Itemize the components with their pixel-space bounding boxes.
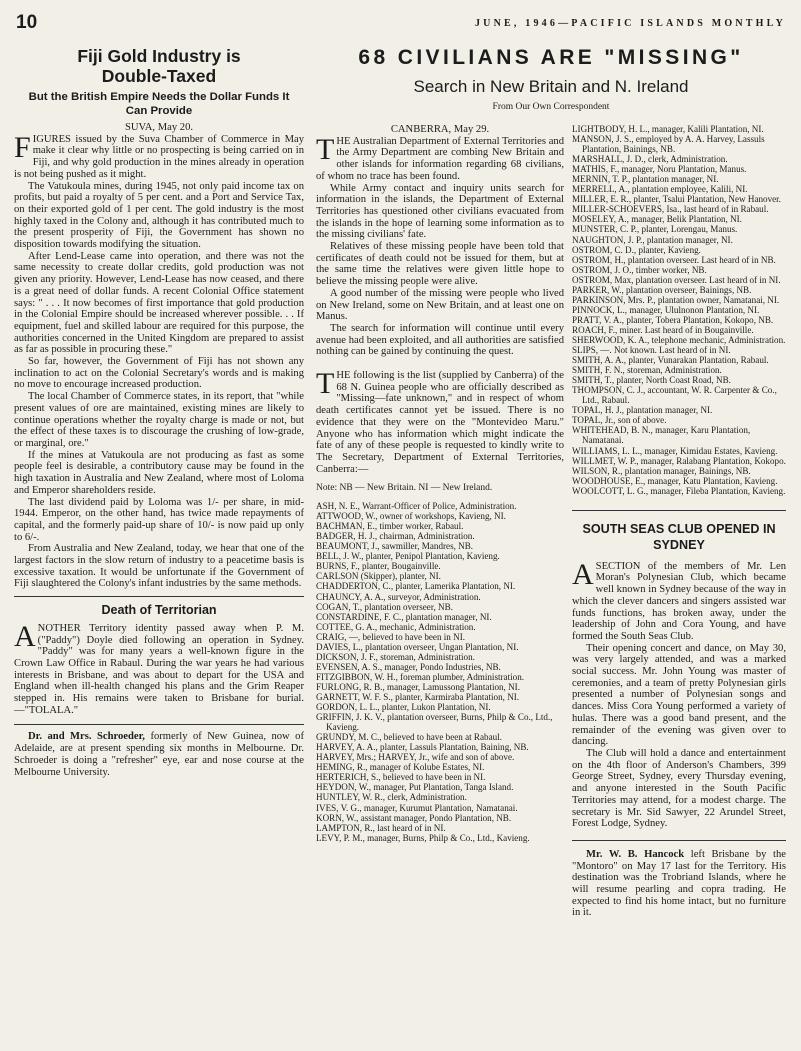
missing-paragraph: Relatives of these missing people have been told that certificates of death could not be issued for them, but at the same time the relatives were given little hope to believe the missing people were alive. [316,241,564,288]
drop-cap: A [14,619,36,653]
missing-person-entry: CRAIG, —, believed to have been in NI. [316,631,465,642]
fiji-paragraph: From Australia and New Zealand, today, we hear that one of the largest factors in the slow return of industry to a peacetime basis is excessive taxation. It would be unfortunate if the Government of Fiji slaughtered the Colony's infant industries by the same methods. [14,543,304,590]
fiji-paragraph: The Vatukoula mines, during 1945, not only paid income tax on profits, but paid a royalty of 5 per cent. and a Port and Service Tax, on their exported gold of 1 per cent. The gold industry is the most highly taxed in the Colony and, although it has contributed much to the present prosperity of Fiji, the Government has shown no disposition towards modifying the situation. [14,180,304,251]
hancock-text: left Brisbane by the "Montoro" on May 17 last for the Territory. His destination was the Trobriand Islands, where he will resume pearling and copra trading. He expected to find his home intact, but no furniture in it. [572,848,786,919]
club-paragraph-1 [572,557,786,643]
missing-person-entry: CHADDERTON, C., planter, Lamerika Plantation, NI. [316,581,516,592]
death-paragraph [14,619,304,717]
missing-person-entry: PARKINSON, Mrs. P., plantation owner, Namatanai, NI. [572,294,780,305]
hancock-paragraph [572,849,786,919]
missing-person-entry: LAMPTON, R., last heard of in NI. [316,822,446,833]
missing-person-entry: HARVEY, Mrs.; HARVEY, Jr., wife and son of above. [316,752,515,763]
missing-headline [316,46,786,112]
missing-person-entry: MILLER, E. R., planter, Tsalui Plantation, New Hanover. [572,194,781,205]
missing-person-entry: DAVIES, L., plantation overseer, Ungan Plantation, NI. [316,641,519,652]
drop-cap: F [14,130,31,164]
running-head: JUNE, 1946—PACIFIC ISLANDS MONTHLY [474,18,786,29]
missing-person-entry: WOODHOUSE, E., manager, Katu Plantation, Kavieng. [572,475,778,486]
missing-person-entry: OSTROM, C. D., planter, Kavieng. [572,244,701,255]
fiji-title-line-1: Fiji Gold Industry is [77,46,241,66]
fiji-paragraph: The local Chamber of Commerce states, in its report, that "while present values of ore are maintained, existing mines are likely to continue operations whether the royalty charge is made or not, but the effect of these taxes is to discourage the crushing of low-grade, or marginal, ore." [14,391,304,449]
missing-person-entry: FITZGIBBON, W. H., foreman plumber, Administration. [316,671,525,682]
missing-person-entry: TOPAL, Jr., son of above. [572,415,667,426]
missing-person-entry: HUNTLEY, W. R., clerk, Administration. [316,792,467,803]
missing-person-entry: CONSTARDINE, F. C., plantation manager, NI. [316,611,492,622]
missing-person-entry: HERTERICH, S., believed to have been in NI. [316,772,486,783]
drop-cap: T [316,367,335,401]
missing-list-intro-text: HE following is the list (supplied by Canberra) of the 68 N. Guinea people who are officially described as "Missing—fate unknown," and in respect of whom death certificates cannot yet be issued. There is no evidence that they were on the "Montevideo Maru." Anyone who has information which might indicate the fate of any of these people is requested to kindly write to The Secretary, Department of External Territories, Canberra:— [316,370,564,475]
missing-person-entry: IVES, V. G., manager, Kurumut Plantation, Namatanai. [316,802,518,813]
missing-person-entry: MILLER-SCHOEVERS, Isa., last heard of in Rabaul. [572,204,769,215]
missing-person-entry: MATHIS, F., manager, Noru Plantation, Manus. [572,164,747,175]
drop-cap: A [572,557,594,591]
fiji-title [14,46,304,86]
missing-person-entry: OSTROM, J. O., timber worker, NB. [572,264,707,275]
missing-paragraph: While Army contact and inquiry units search for information in the islands, the Department of External Territories has questioned other civilians evacuated from the islands in the hope of learning some information as to the missing civilians' fate. [316,182,564,241]
fiji-paragraph: If the mines at Vatukoula are not producing as fast as some people feel is desirable, a contributory cause may be found in the high taxation in Australia and New Zealand, where most of Loloma and Emperor shareholders reside. [14,449,304,496]
fiji-subtitle: But the British Empire Needs the Dollar Funds It Can Provide [28,91,290,117]
page-number: 10 [16,12,38,33]
missing-person-entry: SMITH, F. N., storeman, Administration. [572,365,722,376]
schroeder-lead: Dr. and Mrs. Schroeder, [28,731,145,743]
missing-person-entry: ATTWOOD, W., owner of workshops, Kavieng, NI. [316,511,506,522]
missing-person-entry: MOSELEY, A., manager, Belik Plantation, NI. [572,214,742,225]
divider [572,510,786,511]
missing-person-entry: ASH, N. E., Warrant-Officer of Police, Administration. [316,501,517,512]
club-paragraph-1-text: SECTION of the members of Mr. Len Moran's Polynesian Club, which became well known in Sydney because of the way in which the clever dancers and singers assisted war funds functions, has broken away, under the leadership of John and Cora Young, and have formed the South Seas Club. [572,560,786,642]
fiji-paragraph: So far, however, the Government of Fiji has not shown any inclination to act on the Colonial Secretary's words and is making no move to encourage increased production. [14,356,304,391]
missing-person-entry: WHITEHEAD, B. N., manager, Karu Plantation, Namatanai. [572,425,751,446]
missing-person-entry: WILSON, R., plantation manager, Bainings, NB. [572,465,751,476]
missing-person-entry: CHAUNCY, A. A., surveyor, Administration. [316,591,481,602]
schroeder-paragraph [14,731,304,778]
missing-person-entry: GARNETT, W. F. S., planter, Karmiraba Plantation, NI. [316,691,520,702]
page-header [16,12,786,38]
missing-person-entry: GORDON, L. L., planter, Lukon Plantation, NI. [316,702,491,713]
column-fiji [14,46,304,1046]
missing-person-entry: CARLSON (Skipper), planter, NI. [316,571,441,582]
missing-person-entry: TOPAL, H. J., plantation manager, NI. [572,405,713,416]
missing-person-entry: FURLONG, R. B., manager, Lamussong Plantation, NI. [316,681,520,692]
missing-person-entry: BADGER, H. J., chairman, Administration. [316,531,475,542]
missing-person-entry: OSTROM, H., plantation overseer. Last heard of in NB. [572,254,776,265]
missing-person-entry: PINNOCK, L., manager, Ululnonon Plantation, NI. [572,304,760,315]
column-right [572,124,786,1046]
divider [572,840,786,841]
missing-person-entry: MERRELL, A., plantation employee, Kalili, NI. [572,184,748,195]
schroeder-text: formerly of New Guinea, now of Adelaide, are at present spending six months in Melbourne. Dr. Schroeder is doing a "refresher" eye, ear and nose course at the Melbourne University. [14,731,304,778]
missing-person-entry: PARKER, W., plantation overseer, Bainings, NB. [572,284,752,295]
missing-person-entry: MUNSTER, C. P., planter, Lorengau, Manus. [572,224,738,235]
missing-paragraph-1-text: HE Australian Department of External Territories and the Army Department are combing New Britain and other islands for information regarding 68 civilians, of whom no trace has been found. [316,135,564,182]
missing-person-entry: WILLMET, W. P., manager, Ralabang Plantation, Kokopo. [572,455,786,466]
missing-list-l-to-w [572,124,786,496]
missing-note: Note: NB — New Britain. NI — New Ireland. [316,483,493,494]
missing-person-entry: HARVEY, A. A., planter, Lassuls Plantation, Baining, NB. [316,742,529,753]
missing-person-entry: WOOLCOTT, L. G., manager, Fileba Plantation, Kavieng. [572,485,786,496]
missing-person-entry: SMITH, T., planter, North Coast Road, NB. [572,375,731,386]
fiji-paragraph-1-text: IGURES issued by the Suva Chamber of Commerce in May make it clear why little or no prospecting is being carried on in Fiji, and why gold production in the mines already in operation is not being pushed as it might. [14,133,304,180]
missing-person-entry: EVENSEN, A. S., manager, Pondo Industries, NB. [316,661,501,672]
missing-person-entry: SMITH, A. A., planter, Vunarakan Plantation, Rabaul. [572,355,769,366]
missing-person-entry: OSTROM, Max, plantation overseer. Last heard of in NI. [572,274,781,285]
divider [14,596,304,597]
club-title-line-1: SOUTH SEAS CLUB OPENED IN [582,521,776,536]
missing-person-entry: DICKSON, J. F., storeman, Administration. [316,651,475,662]
missing-person-entry: COGAN, T., plantation overseer, NB. [316,601,453,612]
missing-person-entry: BEAUMONT, J., sawmiller, Mandres, NB. [316,541,474,552]
missing-person-entry: BURNS, F., planter, Bougainville. [316,561,441,572]
club-title [572,521,786,553]
fiji-paragraph: The last dividend paid by Loloma was 1/- per share, in mid-1944. Emperor, on the other hand, has twice made repayments of capital, and the formerly paid-up share of 10/- is now paid up only to 6/-. [14,496,304,543]
missing-person-entry: BACHMAN, E., timber worker, Rabaul. [316,521,464,532]
missing-person-entry: THOMPSON, C. J., accountant, W. R. Carpenter & Co., Ltd., Rabaul. [572,385,777,406]
column-missing [316,124,564,1046]
missing-person-entry: HEMING, R., manager of Kolube Estates, NI. [316,762,485,773]
missing-person-entry: GRIFFIN, J. K. V., plantation overseer, Burns, Philp & Co., Ltd., Kavieng. [316,712,553,733]
fiji-paragraph: After Lend-Lease came into operation, and there was not the same necessity to create dollar credits, gold production was not given any priority. However, Lend-Lease has now ceased, and there is a great need of dollar funds. A recent Colonial Office statement says: " . . . It now becomes of first importance that gold production in the Colonial Empire should be increased wherever possible. . . If equipment, fuel and skilled labour are required for this purpose, the authorities concerned in the United Kingdom are prepared to assist as far as possible in procuring these." [14,250,304,356]
missing-person-entry: GRUNDY, M. C., believed to have been at Rabaul. [316,732,502,743]
missing-person-entry: KORN, W., assistant manager, Pondo Plantation, NB. [316,812,512,823]
missing-title: 68 CIVILIANS ARE "MISSING" [358,46,744,69]
missing-person-entry: SHERWOOD, K. A., telephone mechanic, Administration. [572,334,786,345]
missing-list-intro [316,367,564,475]
hancock-lead: Mr. W. B. Hancock [586,848,685,860]
drop-cap: T [316,132,335,166]
missing-person-entry: MERNIN, T. P., plantation manager, NI. [572,174,719,185]
club-title-line-2: SYDNEY [653,537,705,552]
missing-dateline: CANBERRA, May 29. [390,124,490,135]
missing-person-entry: LEVY, P. M., manager, Burns, Philp & Co., Ltd., Kavieng. [316,832,530,843]
missing-person-entry: MANSON, J. S., employed by A. A. Harvey, Lassuls Plantation, Bainings, NB. [572,134,765,155]
fiji-dateline: SUVA, May 20. [124,122,194,133]
missing-person-entry: WILLIAMS, L. L., manager, Kimidau Estates, Kavieng. [572,445,778,456]
club-paragraph: Their opening concert and dance, on May 30, was very largely attended, and was a marked social success. Mr. John Young was master of ceremonies, and a team of pretty Polynesian girls presented a number of Polynesian songs and dances. Miss Cora Young performed a variety of hulas. There was a good band present, and the remainder of the evening was given over to dancing. [572,642,786,748]
missing-person-entry: BELL, J. W., planter, Penipol Plantation, Kavieng. [316,551,500,562]
missing-list-a-to-l [316,501,564,843]
club-paragraph: The Club will hold a dance and entertainment on the 4th floor of Anderson's Chambers, 399 George Street, Sydney, every Thursday evening, and anyone interested in the South Pacific Territories may attend, for a modest charge. The secretary is Mr. Sid Sawyer, 22 Arundel Street, Forest Lodge, Sydney. [572,747,786,830]
divider [14,724,304,725]
missing-person-entry: COTTEE, G. A., mechanic, Administration. [316,621,476,632]
missing-person-entry: SLIPS, —. Not known. Last heard of in NI. [572,345,731,356]
missing-person-entry: NAUGHTON, J. P., plantation manager, NI. [572,234,733,245]
missing-paragraph: The search for information will continue until every avenue had been exploited, and all authorities are satisfied nothing can be gained by continuing the quest. [316,322,564,358]
missing-person-entry: PRATT, V. A., planter, Tobera Plantation, Kokopo, NB. [572,314,774,325]
missing-person-entry: ROACH, F., miner. Last heard of in Bougainville. [572,324,754,335]
missing-subtitle: Search in New Britain and N. Ireland [413,77,689,96]
missing-paragraph-1 [316,132,564,183]
fiji-title-line-2: Double-Taxed [101,66,217,86]
death-paragraph-text: NOTHER Territory identity passed away when P. M. ("Paddy") Doyle died following an operation in Sydney. "Paddy" was for many years a well-known figure in the Crown Law Office in Rabaul. During the war years he had various interests in Brisbane, and was about to depart for the USA and England when ill-health changed his plans and the Grim Reaper stepped in. His remains were taken to Brisbane for burial.—"TOLALA." [14,622,304,716]
missing-paragraph: A good number of the missing were people who lived on New Ireland, some on New Britain, and at least one on Manus. [316,287,564,323]
death-title: Death of Territorian [101,603,217,618]
missing-person-entry: HEYDON, W., manager, Put Plantation, Tanga Island. [316,782,514,793]
missing-person-entry: LIGHTBODY, H. L., manager, Kalili Plantation, NI. [572,124,764,134]
fiji-paragraph-1 [14,130,304,181]
missing-byline: From Our Own Correspondent [492,102,610,112]
missing-person-entry: MARSHALL, J. D., clerk, Administration. [572,154,728,165]
